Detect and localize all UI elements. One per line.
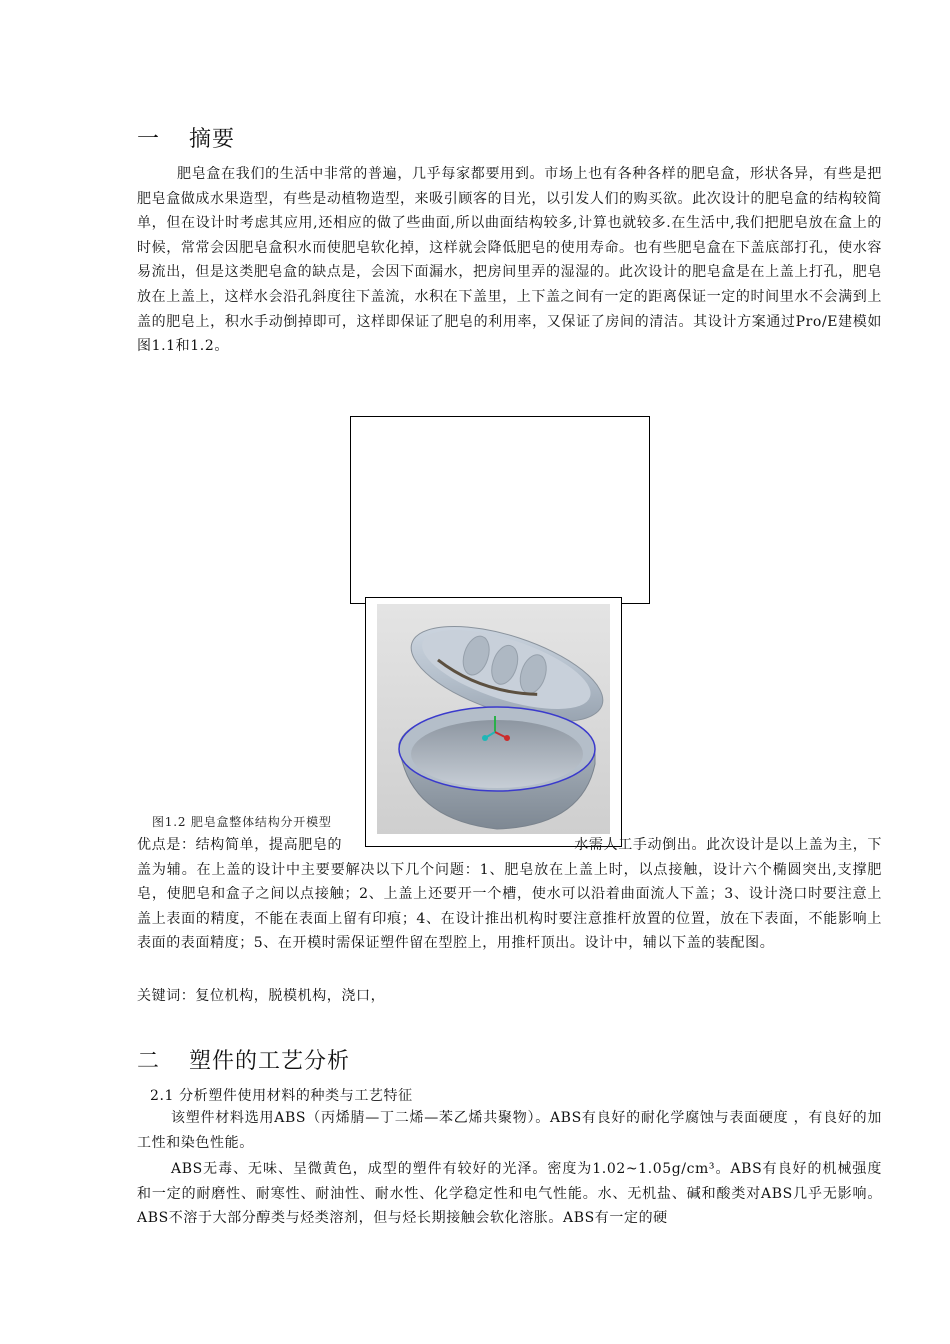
- section-title: 塑件的工艺分析: [189, 1049, 351, 1074]
- section-heading-abstract: [137, 122, 235, 153]
- abstract-paragraph: 肥皂盒在我们的生活中非常的普遍，几乎每家都要用到。市场上也有各种各样的肥皂盒，形状各异，有些是把肥皂盒做成水果造型，有些是动植物造型，来吸引顾客的目光，以引发人们的购买欲。此次设计的肥皂盒的结构较简单，但在设计时考虑其应用,还相应的做了些曲面,所以曲面结构较多,计算也就较多.在生活中,我们把肥皂放在盒上的时候，常常会因肥皂盒积水而使肥皂软化掉，这样就会降低肥皂的使用寿命。也有些肥皂盒在下盖底部打孔，使水容易流出，但是这类肥皂盒的缺点是，会因下面漏水，把房间里弄的湿湿的。此次设计的肥皂盒是在上盖上打孔，肥皂放在上盖上，这样水会沿孔斜度往下盖流，水积在下盖里，上下盖之间有一定的距离保证一定的时间里水不会满到上盖的肥皂上，积水手动倒掉即可，这样即保证了肥皂的利用率，又保证了房间的清洁。其设计方案通过Pro/E建模如图1.1和1.2。: [137, 166, 882, 355]
- advantages-line1-start: 优点是：结构简单，提高肥皂的: [137, 837, 343, 853]
- section-title: 摘要: [189, 127, 236, 152]
- material-paragraph-1: 该塑件材料选用ABS（丙烯腈—丁二烯—苯乙烯共聚物）。ABS有良好的耐化学腐蚀与表面硬度 ，有良好的加工性和染色性能。: [137, 1110, 882, 1151]
- section-heading-process-analysis: [137, 1044, 350, 1075]
- advantages-rest: 盖为主，下盖为辅。在上盖的设计中主要要解决以下几个问题：1、肥皂放在上盖上时，以点接触，设计六个椭圆突出,支撑肥皂，使肥皂和盒子之间以点接触；2、上盖上还要开一个槽，使水可以沿着曲面流人下盖；3、设计浇口时要注意上盖上表面的精度，不能在表面上留有印痕；4、在设计推出机构时要注意推杆放置的位置，放在下表面，不能影响上表面的表面精度；5、在开模时需保证塑件留在型腔上，用推杆顶出。设计中，辅以下盖的装配图。: [137, 837, 883, 952]
- figure-frame-empty: [350, 416, 650, 604]
- material-paragraph-2: ABS无毒、无味、呈微黄色，成型的塑件有较好的光泽。密度为1.02~1.05g/cm³。ABS有良好的机械强度和一定的耐磨性、耐寒性、耐油性、耐水性、化学稳定性和电气性能。水、无机盐、碱和酸类对ABS几乎无影响。ABS不溶于大部分醇类与烃类溶剂，但与烃长期接触会软化溶胀。ABS有一定的硬: [137, 1161, 882, 1227]
- figure-overlap-gap: [342, 836, 574, 852]
- section-number: 二: [137, 1049, 161, 1074]
- section-number: 一: [137, 127, 161, 152]
- soap-box-illustration: [377, 604, 610, 834]
- advantages-line1-end: 水需人工手动倒出。此次设计是以上: [574, 837, 809, 853]
- subsection-heading: 2.1 分析塑件使用材料的种类与工艺特征: [150, 1088, 413, 1104]
- keywords-line: 关键词：复位机构，脱模机构，浇口，: [137, 988, 386, 1004]
- figure-caption: 图1.2 肥皂盒整体结构分开模型: [152, 815, 332, 829]
- figure-frame: [365, 597, 622, 847]
- soap-box-render-image: [377, 604, 610, 834]
- advantages-paragraph: [137, 833, 882, 956]
